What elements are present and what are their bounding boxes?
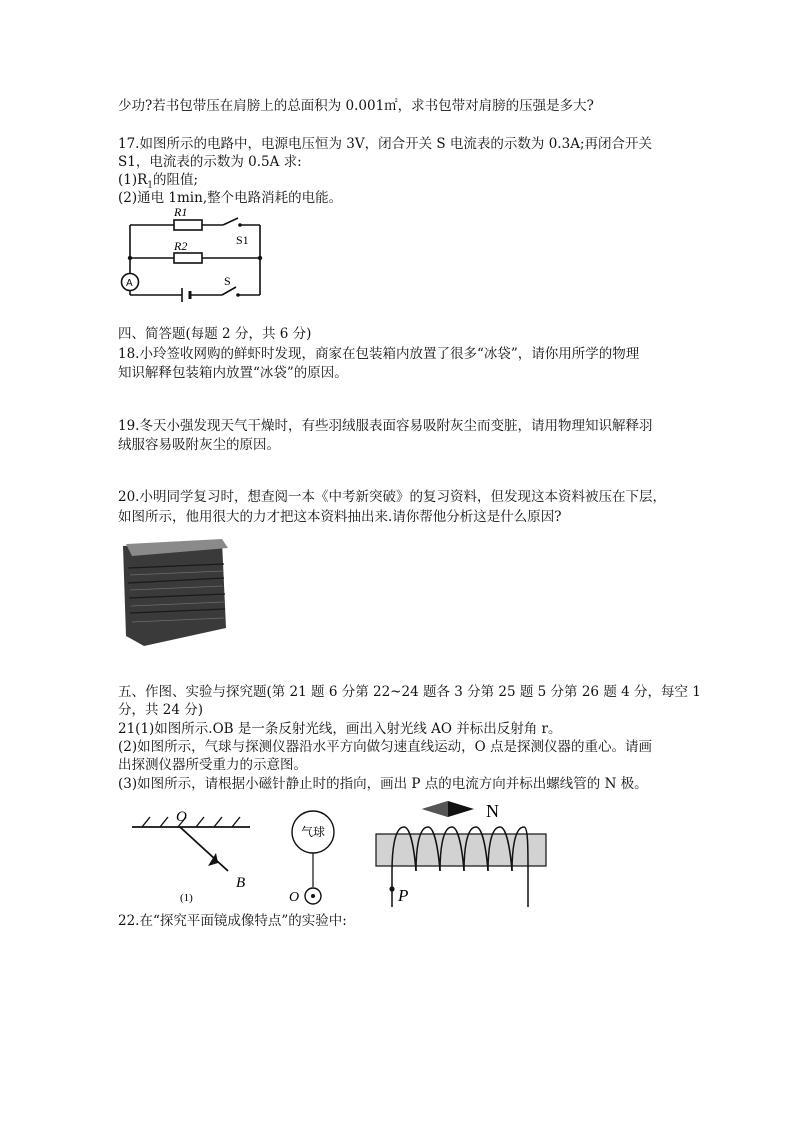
q21-1: 21(1)如图所示.OB 是一条反射光线，画出入射光线 AO 并标出反射角 r。 bbox=[118, 721, 562, 737]
q17-line2: S1，电流表的示数为 0.5A 求: bbox=[118, 154, 302, 170]
q18-line2: 知识解释包装箱内放置“冰袋”的原因。 bbox=[118, 365, 348, 381]
q17-sub1: $(1)R_1$的阻值; bbox=[118, 172, 199, 191]
point-o-label: O bbox=[176, 809, 187, 825]
q19-line2: 绒服容易吸附灰尘的原因。 bbox=[118, 437, 280, 453]
section5-heading-line1: 五、作图、实验与探究题(第 21 题 6 分第 22~24 题各 3 分第 25 题 5 分第 26 题 4 分，每空 1 bbox=[118, 684, 701, 700]
q20-line2: 如图所示，他用很大的力才把这本资料抽出来.请你帮他分析这是什么原因? bbox=[118, 509, 562, 525]
section4-heading: 四、简答题(每题 2 分，共 6 分) bbox=[118, 326, 312, 342]
instrument-o-label: O bbox=[289, 890, 300, 905]
balloon-label: 气球 bbox=[300, 825, 326, 839]
reflection-diagram bbox=[128, 805, 268, 905]
p-label: P bbox=[398, 886, 409, 905]
r1-label: R1 bbox=[174, 205, 188, 219]
circuit-diagram bbox=[118, 203, 268, 303]
q22: 22.在“探究平面镜成像特点”的实验中: bbox=[118, 913, 347, 929]
fig1-caption: (1) bbox=[180, 892, 193, 904]
q21-3: (3)如图所示，请根据小磁针静止时的指向，画出 P 点的电流方向并标出螺线管的 N 极。 bbox=[118, 776, 648, 792]
section5-heading-line2: 分，共 24 分) bbox=[118, 702, 204, 718]
q18-line1: 18.小玲签收网购的鲜虾时发现，商家在包装箱内放置了很多“冰袋”，请你用所学的物理 bbox=[118, 346, 640, 362]
q20-line1: 20.小明同学复习时，想查阅一本《中考新突破》的复习资料，但发现这本资料被压在下层， bbox=[118, 489, 666, 505]
point-b-label: B bbox=[236, 875, 246, 891]
q16-tail: 少功?若书包带压在肩膀上的总面积为 0.001㎡，求书包带对肩膀的压强是多大? bbox=[118, 98, 594, 114]
r2-label: R2 bbox=[174, 239, 188, 253]
q17-line1: 17.如图所示的电路中，电源电压恒为 3V，闭合开关 S 电流表的示数为 0.3A;再闭合开关 bbox=[118, 136, 652, 152]
q21-2-line1: (2)如图所示，气球与探测仪器沿水平方向做匀速直线运动，O 点是探测仪器的重心。请画 bbox=[118, 739, 652, 755]
s1-label: S1 bbox=[236, 233, 249, 247]
s-label: S bbox=[224, 274, 231, 288]
q19-line1: 19.冬天小强发现天气干燥时，有些羽绒服表面容易吸附灰尘而变脏，请用物理知识解释羽 bbox=[118, 418, 653, 434]
n-label: N bbox=[486, 801, 499, 821]
book-stack-photo bbox=[118, 538, 238, 650]
ammeter-label: A bbox=[126, 278, 133, 289]
balloon-diagram bbox=[285, 805, 345, 910]
solenoid-diagram bbox=[370, 797, 550, 909]
q17-sub2: (2)通电 1min,整个电路消耗的电能。 bbox=[118, 190, 343, 206]
q21-2-line2: 出探测仪器所受重力的示意图。 bbox=[118, 757, 307, 773]
